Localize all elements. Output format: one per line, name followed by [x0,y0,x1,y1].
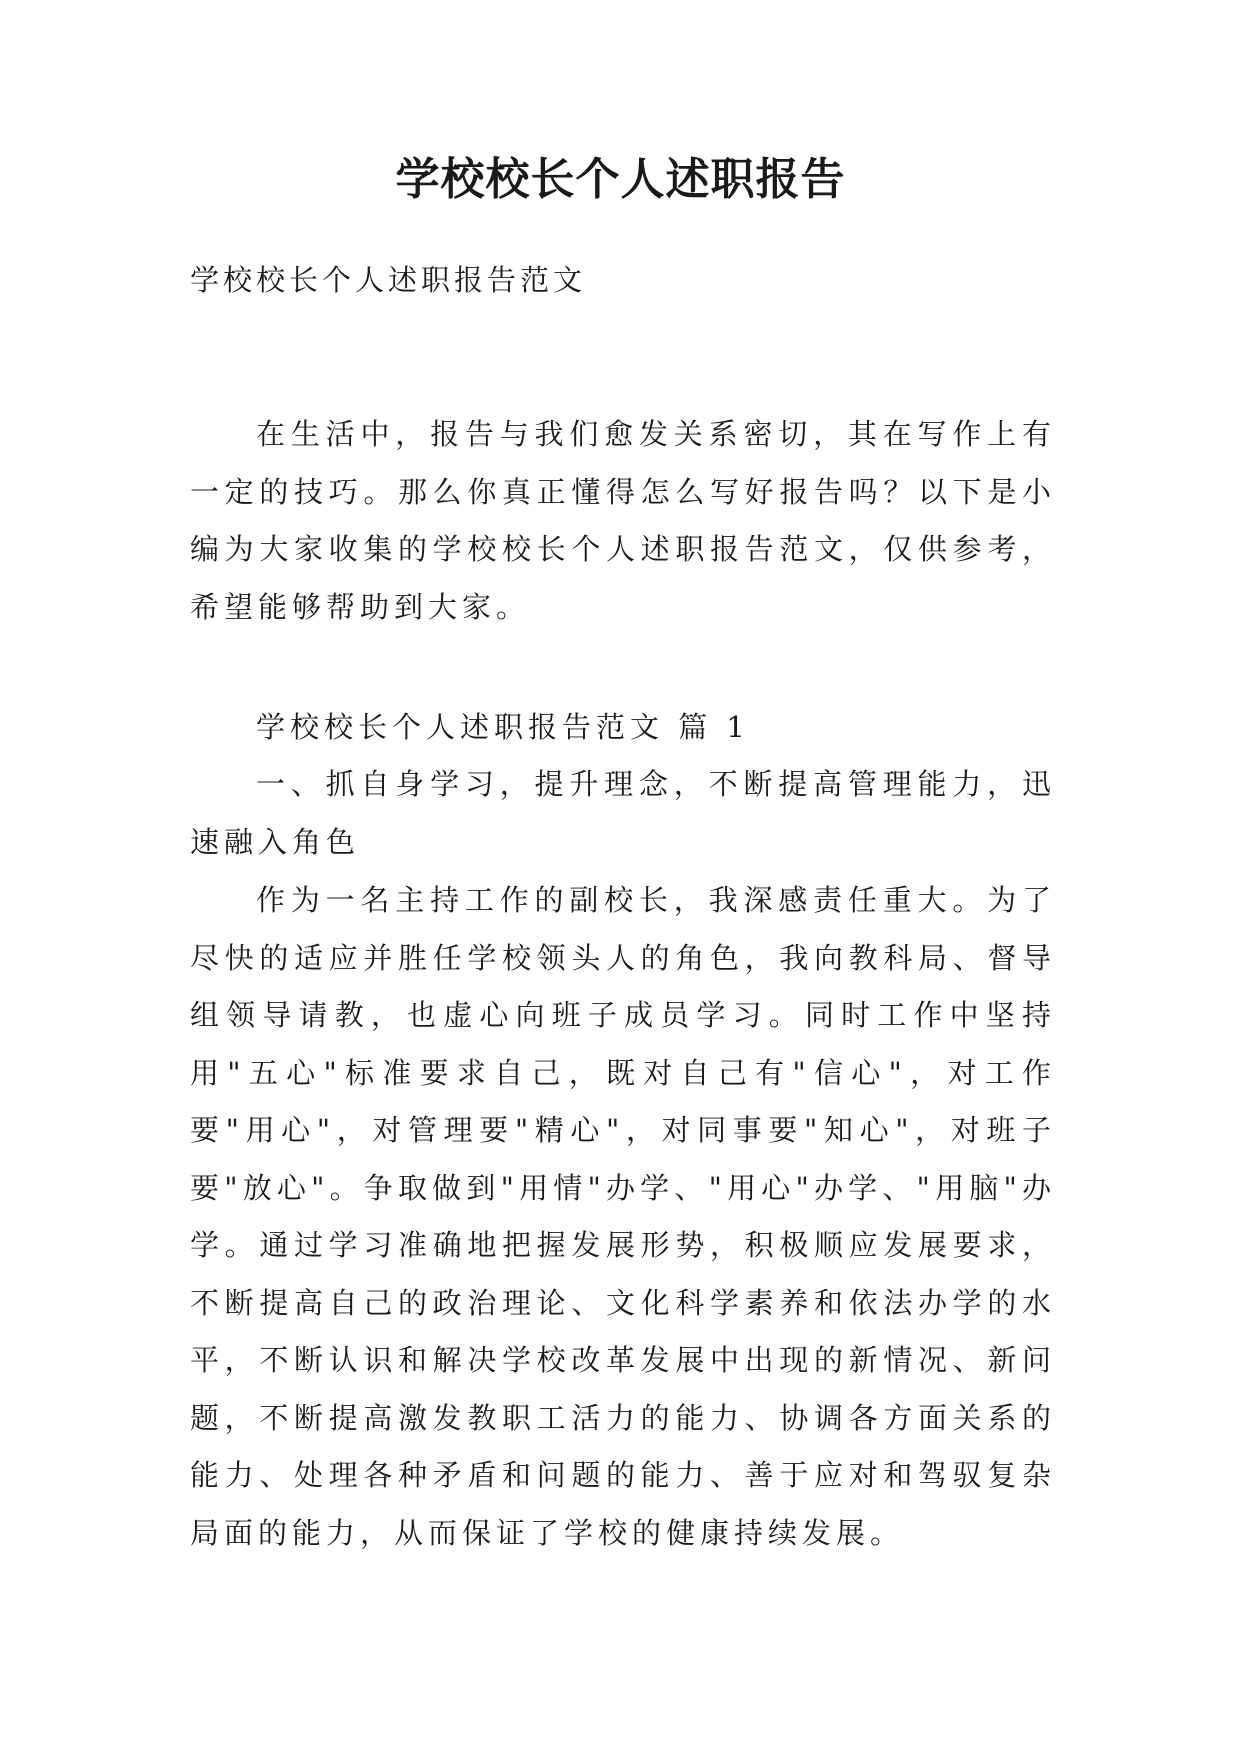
point-one-heading: 一、抓自身学习，提升理念，不断提高管理能力，迅速融入角色 [190,767,1056,859]
document-subtitle: 学校校长个人述职报告范文 [190,263,587,297]
intro-paragraph: 在生活中，报告与我们愈发关系密切，其在写作上有一定的技巧。那么你真正懂得怎么写好报告吗？以下是小编为大家收集的学校校长个人述职报告范文，仅供参考，希望能够帮助到大家。 [190,417,1056,624]
section-heading: 学校校长个人述职报告范文 篇 1 [256,710,750,744]
document-title: 学校校长个人述职报告 [395,154,846,205]
body-paragraph: 作为一名主持工作的副校长，我深感责任重大。为了尽快的适应并胜任学校领头人的角色，我向教科局、督导组领导请教，也虚心向班子成员学习。同时工作中坚持用"五心"标准要求自己，既对自己有"信心"，对工作要"用心"，对管理要"精心"，对同事要"知心"，对班子要"放心"。争取做到"用情"办学、"用心"办学、"用脑"办学。通过学习准确地把握发展形势，积极顺应发展要求，不断提高自己的政治理论、文化科学素养和依法办学的水平，不断认识和解决学校改革发展中出现的新情况、新问题，不断提高激发教职工活力的能力、协调各方面关系的能力、处理各种矛盾和问题的能力、善于应对和驾驭复杂局面的能力，从而保证了学校的健康持续发展。 [190,883,1056,1550]
